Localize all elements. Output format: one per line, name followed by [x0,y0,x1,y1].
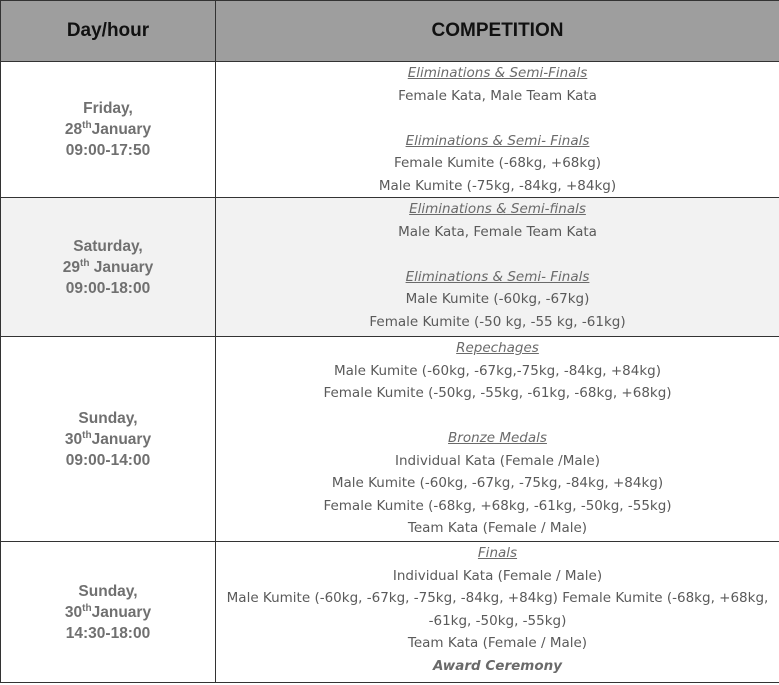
competition-cell [216,62,779,198]
day-time: 09:00-18:00 [65,279,151,297]
competition-cell [216,542,779,683]
competition-header: COMPETITION [216,1,779,62]
section-title: Repechages [456,340,539,356]
day-date: 29th January [62,257,154,276]
day-time: 14:30-18:00 [65,624,151,642]
day-name: Friday, [83,100,133,117]
day-cell [1,198,216,337]
event-item: Individual Kata (Female /Male) [395,452,600,469]
event-item: Male Kata, Female Team Kata [398,223,597,240]
day-date: 30thJanuary [64,429,152,448]
day-date: 28thJanuary [64,120,152,138]
event-item: Female Kumite (-68kg, +68kg, -61kg, -50kg, -55kg) [323,497,672,514]
day-hour-header: Day/hour [1,1,216,62]
section-title: Eliminations & Semi- Finals [405,268,590,285]
competition-cell [216,198,779,337]
event-item: Male Kumite (-75kg, -84kg, +84kg) [378,177,617,194]
event-item: Team Kata (Female / Male) [407,520,588,536]
day-time: 09:00-17:50 [65,142,151,159]
day-cell [1,62,216,198]
section-title: Eliminations & Semi-finals [409,201,586,217]
section-title: Finals [477,545,518,561]
event-item: Individual Kata (Female / Male) [392,567,603,584]
event-item: Female Kumite (-50kg, -55kg, -61kg, -68kg, +68kg) [323,385,672,401]
day-date: 30thJanuary [64,602,152,621]
header-row [1,1,779,62]
event-item: Male Kumite (-60kg, -67kg, -75kg, -84kg, +84kg) [331,475,664,491]
day-name: Saturday, [73,237,143,255]
event-item: Male Kumite (-60kg, -67kg, -75kg, -84kg, +84kg) Female Kumite (-68kg, +68kg, -61kg, -50kg, -55kg) [226,590,769,629]
event-item: Male Kumite (-60kg, -67kg) [405,291,590,307]
day-cell [1,542,216,683]
event-item: Team Kata (Female / Male) [407,635,588,651]
award-ceremony: Award Ceremony [432,657,563,674]
event-item: Female Kumite (-68kg, +68kg) [393,155,602,171]
section-title: Eliminations & Semi- Finals [405,132,590,149]
schedule-row-friday [1,62,779,198]
schedule-row-saturday [1,198,779,337]
day-name: Sunday, [78,409,138,427]
competition-cell [216,337,779,542]
day-cell [1,337,216,542]
day-name: Sunday, [78,582,138,600]
event-item: Female Kata, Male Team Kata [398,87,597,104]
schedule-row-sunday-morning [1,337,779,542]
day-time: 09:00-14:00 [65,451,151,469]
schedule-row-sunday-afternoon [1,542,779,683]
section-title: Bronze Medals [448,430,547,446]
event-item: Male Kumite (-60kg, -67kg,-75kg, -84kg, +84kg) [334,362,661,379]
section-title: Eliminations & Semi-Finals [407,65,588,81]
event-item: Female Kumite (-50 kg, -55 kg, -61kg) [369,313,626,330]
